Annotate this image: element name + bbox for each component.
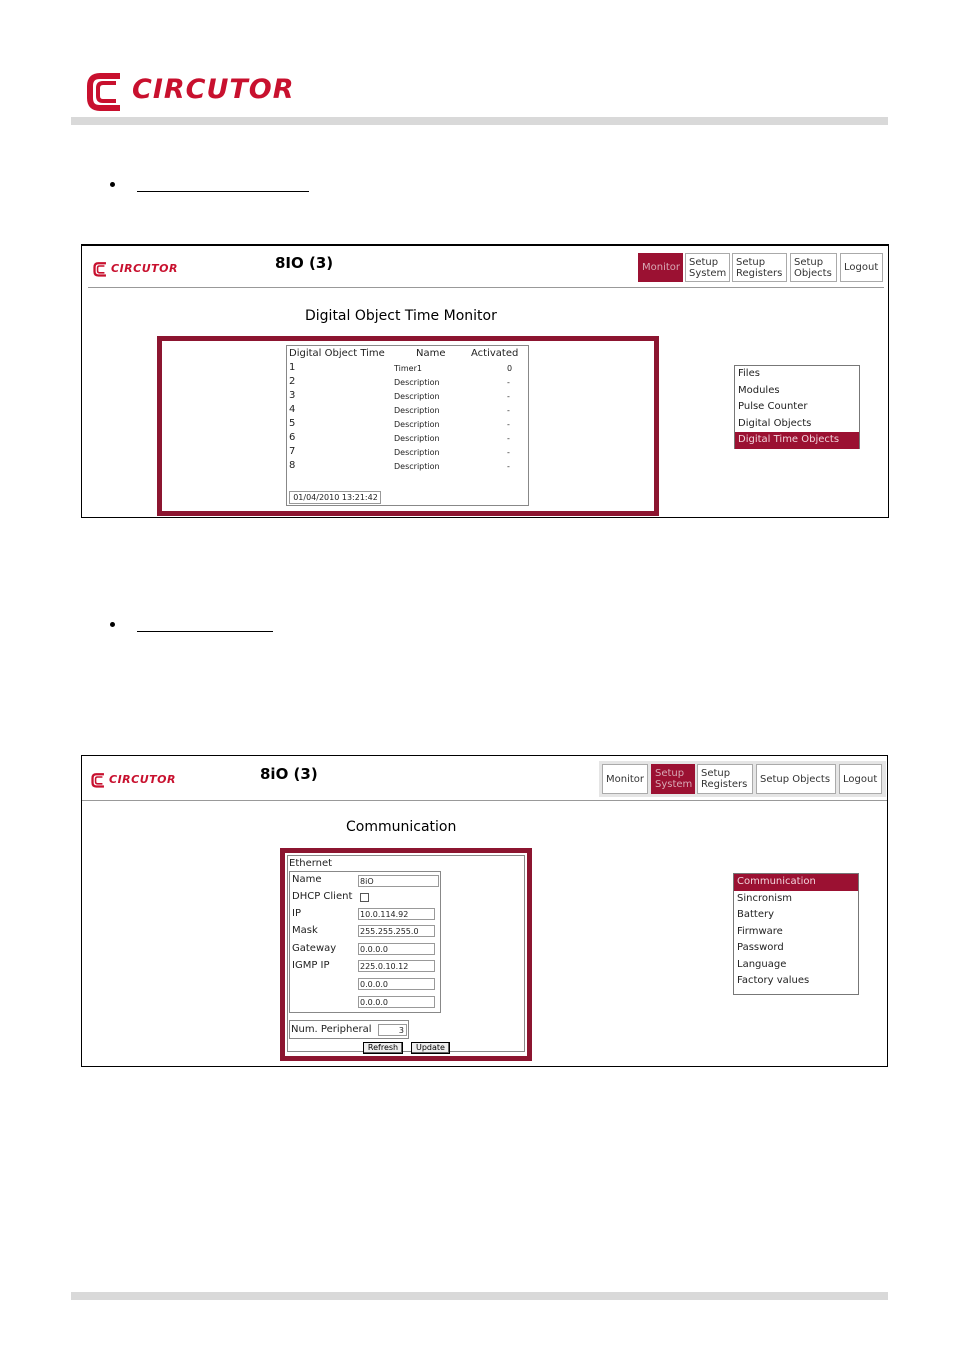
communication-frame xyxy=(280,848,532,1061)
table-row xyxy=(287,362,527,376)
menu-item-factory-values[interactable]: Factory values xyxy=(737,975,810,986)
row-id: 7 xyxy=(289,446,296,457)
row-id: 3 xyxy=(289,390,296,401)
panel2-heading: Communication xyxy=(346,819,457,835)
header-rule xyxy=(71,117,888,125)
circutor-logo-icon xyxy=(93,261,109,277)
panel2-title: 8iO (3) xyxy=(260,765,318,783)
menu-item-firmware[interactable]: Firmware xyxy=(737,925,783,937)
setup-system-side-menu xyxy=(733,873,859,995)
panel1-separator xyxy=(88,287,884,288)
peripheral-group xyxy=(289,1020,409,1039)
section1-bullet xyxy=(110,182,115,187)
panel1-title: 8IO (3) xyxy=(275,254,334,272)
row-name: Description xyxy=(394,434,440,443)
menu-item-digital-time-objects[interactable]: Digital Time Objects xyxy=(735,432,859,449)
nav-setup-system-button[interactable]: Setup System xyxy=(685,253,730,282)
row-id: 6 xyxy=(289,432,296,443)
row-id: 1 xyxy=(289,362,296,373)
row-name: Description xyxy=(394,448,440,457)
panel1-heading: Digital Object Time Monitor xyxy=(305,308,497,324)
header-brand-text: CIRCUTOR xyxy=(132,74,295,105)
communication-form xyxy=(287,855,525,1052)
menu-item-pulse-counter[interactable]: Pulse Counter xyxy=(738,401,808,412)
row-name: Timer1 xyxy=(394,364,422,373)
circutor-logo-icon xyxy=(91,772,107,788)
section2-underline xyxy=(137,631,273,632)
num-peripheral-field[interactable]: 3 xyxy=(378,1024,407,1036)
circutor-logo-icon xyxy=(86,70,128,112)
panel-digital-object-time-monitor xyxy=(81,244,889,518)
panel1-logo xyxy=(93,260,193,278)
row-name: Description xyxy=(394,392,440,401)
dhcp-client-label: DHCP Client xyxy=(292,891,353,902)
table-row xyxy=(287,446,527,460)
refresh-button[interactable]: Refresh xyxy=(363,1042,403,1054)
section2-bullet xyxy=(110,622,115,627)
header-logo xyxy=(86,70,316,112)
row-name: Description xyxy=(394,462,440,471)
nav-setup-registers-button[interactable]: Setup Registers xyxy=(732,253,787,282)
col-header-activated: Activated xyxy=(471,348,519,359)
nav-setup-objects-button[interactable]: Setup Objects xyxy=(790,253,837,282)
table-row xyxy=(287,418,527,432)
menu-item-language[interactable]: Language xyxy=(737,958,787,970)
monitor-side-menu xyxy=(734,365,860,449)
menu-item-modules[interactable]: Modules xyxy=(738,384,780,396)
row-activated: - xyxy=(507,378,510,387)
mask-field[interactable]: 255.255.255.0 xyxy=(358,925,435,937)
nav-monitor-button[interactable]: Monitor xyxy=(602,764,648,794)
col-header-id: Digital Object Time xyxy=(289,348,385,359)
col-header-name: Name xyxy=(416,348,446,359)
row-id: 2 xyxy=(289,376,296,387)
update-button[interactable]: Update xyxy=(411,1042,450,1054)
gateway-field[interactable]: 0.0.0.0 xyxy=(358,943,435,955)
row-activated: - xyxy=(507,448,510,457)
nav-setup-system-button[interactable]: Setup System xyxy=(651,764,695,794)
panel1-brand-text: CIRCUTOR xyxy=(111,262,178,275)
ip-label: IP xyxy=(292,908,301,919)
footer-rule xyxy=(71,1292,888,1300)
name-field[interactable]: 8iO xyxy=(358,875,439,887)
nav-logout-button[interactable]: Logout xyxy=(839,764,882,794)
menu-item-files[interactable]: Files xyxy=(738,368,760,379)
row-name: Description xyxy=(394,378,440,387)
row-activated: 0 xyxy=(507,364,513,373)
nav-monitor-button[interactable]: Monitor xyxy=(638,253,683,282)
row-activated: - xyxy=(507,462,510,471)
ip-field[interactable]: 10.0.114.92 xyxy=(358,908,435,920)
menu-item-communication[interactable]: Communication xyxy=(734,874,858,891)
nav-setup-registers-button[interactable]: Setup Registers xyxy=(697,764,753,794)
time-objects-table xyxy=(286,345,529,506)
row-id: 4 xyxy=(289,404,296,415)
panel2-logo xyxy=(91,771,191,789)
table-row xyxy=(287,390,527,404)
gateway-label: Gateway xyxy=(292,943,337,954)
row-activated: - xyxy=(507,406,510,415)
ethernet-group-label: Ethernet xyxy=(289,858,333,869)
row-name: Description xyxy=(394,406,440,415)
row-activated: - xyxy=(507,420,510,429)
row-activated: - xyxy=(507,392,510,401)
datetime-display: 01/04/2010 13:21:42 xyxy=(289,491,381,504)
extra-ip-field-1[interactable]: 0.0.0.0 xyxy=(358,978,435,990)
name-label: Name xyxy=(292,874,322,885)
nav-setup-objects-button[interactable]: Setup Objects xyxy=(756,764,836,794)
row-name: Description xyxy=(394,420,440,429)
nav-logout-button[interactable]: Logout xyxy=(840,253,883,282)
menu-item-password[interactable]: Password xyxy=(737,942,784,953)
mask-label: Mask xyxy=(292,925,318,936)
panel-communication xyxy=(81,755,888,1067)
row-activated: - xyxy=(507,434,510,443)
row-id: 8 xyxy=(289,460,296,471)
menu-item-digital-objects[interactable]: Digital Objects xyxy=(738,417,812,429)
monitor-frame xyxy=(157,336,659,516)
row-id: 5 xyxy=(289,418,296,429)
menu-item-battery[interactable]: Battery xyxy=(737,909,775,920)
igmp-ip-label: IGMP IP xyxy=(292,960,330,971)
menu-item-sincronism[interactable]: Sincronism xyxy=(737,892,793,904)
panel2-brand-text: CIRCUTOR xyxy=(109,773,176,786)
dhcp-client-checkbox[interactable] xyxy=(360,893,369,902)
ethernet-group xyxy=(289,871,441,1013)
igmp-ip-field[interactable]: 225.0.10.12 xyxy=(358,960,435,972)
table-row xyxy=(287,404,527,418)
panel2-separator xyxy=(82,800,887,801)
table-row xyxy=(287,376,527,390)
extra-ip-field-2[interactable]: 0.0.0.0 xyxy=(358,996,435,1008)
num-peripheral-label: Num. Peripheral xyxy=(291,1024,372,1035)
table-row xyxy=(287,460,527,474)
section1-underline xyxy=(137,191,309,192)
table-row xyxy=(287,432,527,446)
